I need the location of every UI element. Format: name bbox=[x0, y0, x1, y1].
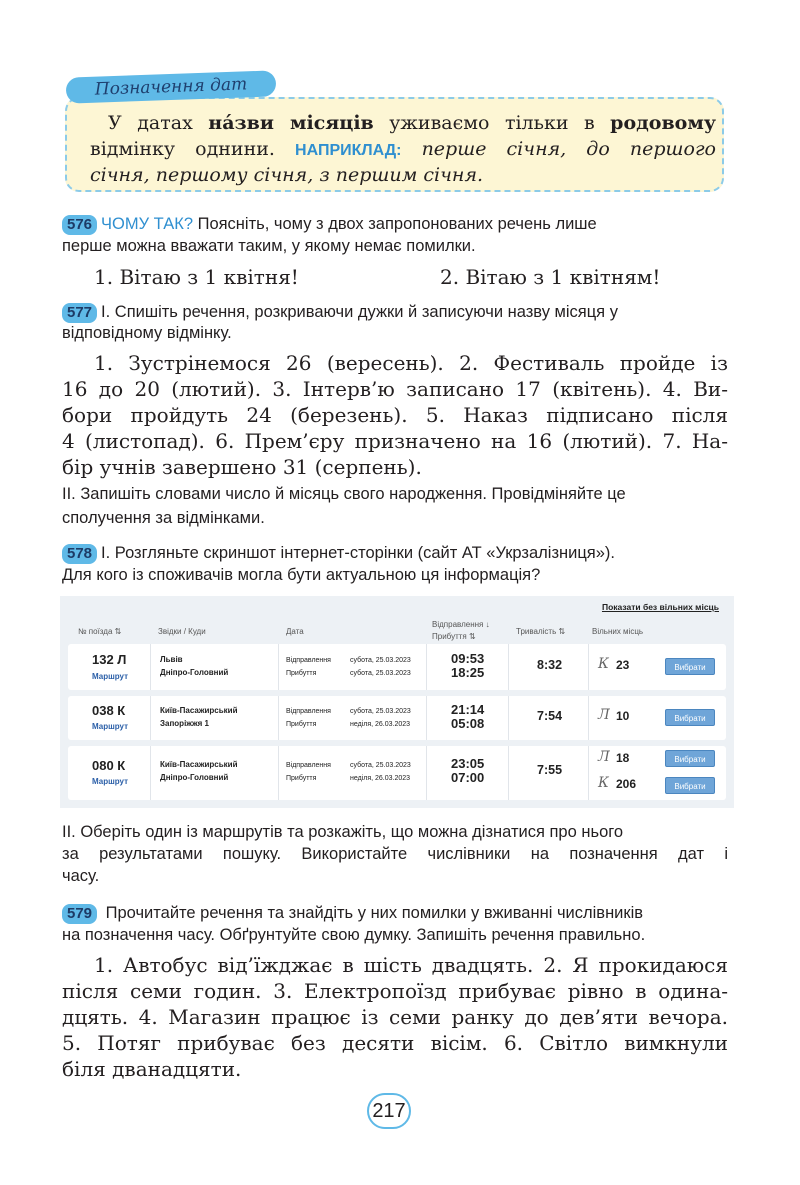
route-link[interactable]: Маршрут bbox=[92, 672, 129, 681]
ex579-sentence-4: 5. Потяг прибуває без десяти вісім. 6. Світло вимкнули bbox=[62, 1031, 728, 1055]
select-button[interactable]: Вибрати bbox=[665, 750, 715, 767]
arrive-label: Прибуття bbox=[286, 670, 317, 677]
ex577-sentence-1: 1. Зустрінемося 26 (вересень). 2. Фестиваль пройде із bbox=[94, 351, 728, 375]
depart-date: субота, 25.03.2023 bbox=[350, 657, 411, 664]
rule-line-2: відмінку однини. НАПРИКЛАД: перше січня, до першого bbox=[90, 138, 716, 160]
depart-date: субота, 25.03.2023 bbox=[350, 762, 411, 769]
ex576-line2: перше можна вважати таким, у якому немає помилки. bbox=[62, 237, 476, 255]
depart-time: 09:53 bbox=[451, 651, 485, 666]
ex577-part2-line2: сполучення за відмінками. bbox=[62, 509, 265, 527]
seat-count: 23 bbox=[616, 658, 630, 672]
train-number: 038 К bbox=[92, 703, 126, 718]
ex578-number: 578 bbox=[62, 544, 97, 564]
show-without-free-seats-link[interactable]: Показати без вільних місць bbox=[601, 602, 719, 612]
header-seats: Вільних місць bbox=[592, 627, 644, 636]
arrive-label: Прибуття bbox=[286, 775, 317, 782]
arrive-date: неділя, 26.03.2023 bbox=[350, 721, 411, 728]
ex576-number: 576 bbox=[62, 215, 97, 235]
select-button[interactable]: Вибрати bbox=[665, 777, 715, 794]
ex577-line2: відповідному відмінку. bbox=[62, 324, 232, 342]
arrive-date: неділя, 26.03.2023 bbox=[350, 775, 411, 782]
ex577-sentence-2: 16 до 20 (лютий). 3. Інтерв’ю записано 17 (квітень). 4. Ви- bbox=[62, 377, 728, 401]
seat-class: Л bbox=[598, 707, 610, 723]
arrive-time: 07:00 bbox=[451, 770, 485, 785]
header-arrive[interactable]: Прибуття ⇅ bbox=[432, 632, 476, 641]
ex577-number: 577 bbox=[62, 303, 97, 323]
depart-label: Відправлення bbox=[286, 657, 331, 664]
ex577-sentence-5: бір учнів завершено 31 (серпень). bbox=[62, 455, 422, 479]
ex578-part2-line2: за результатами пошуку. Використайте числівники на позначення дат і bbox=[62, 845, 728, 863]
depart-label: Відправлення bbox=[286, 762, 331, 769]
ex577-part2-line1: ІІ. Запишіть словами число й місяць свого народження. Провідміняйте це bbox=[62, 485, 626, 503]
duration: 7:54 bbox=[537, 709, 563, 723]
seat-class: К bbox=[598, 775, 609, 791]
to-station: Дніпро-Головний bbox=[160, 668, 229, 677]
ex578-part2-line1: ІІ. Оберіть один із маршрутів та розкажіть, що можна дізнатися про нього bbox=[62, 823, 624, 841]
route-link[interactable]: Маршрут bbox=[92, 777, 129, 786]
header-duration[interactable]: Тривалість ⇅ bbox=[516, 627, 566, 636]
ex576-option-2: 2. Вітаю з 1 квітням! bbox=[440, 265, 661, 289]
seat-class: Л bbox=[598, 749, 610, 765]
ex578-part2-line3: часу. bbox=[62, 867, 100, 885]
ex577-line1: 577 І. Спишіть речення, розкриваючи дужки й записуючи назву місяця у bbox=[62, 302, 618, 323]
ex579-number: 579 bbox=[62, 904, 97, 924]
ex579-sentence-5: біля дванадцяти. bbox=[62, 1057, 242, 1081]
ex579-line2: на позначення часу. Обґрунтуйте свою думку. Запишіть речення правильно. bbox=[62, 926, 646, 944]
duration: 7:55 bbox=[537, 763, 563, 777]
ex579-sentence-3: дцять. 4. Магазин працює із семи ранку до дев’яти вечора. bbox=[62, 1005, 728, 1029]
from-station: Київ-Пасажирський bbox=[160, 706, 238, 715]
seat-class: К bbox=[598, 656, 609, 672]
ex576-line1: 576 ЧОМУ ТАК? Поясніть, чому з двох запропонованих речень лише bbox=[62, 214, 597, 235]
from-station: Львів bbox=[160, 655, 183, 664]
train-number: 132 Л bbox=[92, 652, 127, 667]
train-number: 080 К bbox=[92, 758, 126, 773]
header-date: Дата bbox=[286, 627, 304, 636]
header-depart[interactable]: Відправлення ↓ bbox=[432, 620, 490, 629]
arrive-time: 18:25 bbox=[451, 665, 485, 680]
from-station: Київ-Пасажирський bbox=[160, 760, 238, 769]
duration: 8:32 bbox=[537, 658, 563, 672]
rule-tag-label: Позначення дат bbox=[94, 74, 248, 100]
to-station: Запоріжжя 1 bbox=[160, 719, 209, 728]
arrive-date: субота, 25.03.2023 bbox=[350, 670, 411, 677]
ex577-sentence-4: 4 (листопад). 6. Прем’єру призначено на 16 (лютий). 7. На- bbox=[62, 429, 728, 453]
rule-line-3: січня, першому січня, з першим січня. bbox=[90, 164, 484, 186]
depart-time: 23:05 bbox=[451, 756, 485, 771]
train-row bbox=[68, 696, 726, 740]
train-row bbox=[68, 644, 726, 690]
ex576-option-1: 1. Вітаю з 1 квітня! bbox=[94, 265, 299, 289]
ex579-line1: 579 Прочитайте речення та знайдіть у них помилки у вживанні числівників bbox=[62, 903, 643, 924]
ex578-line2: Для кого із споживачів могла бути актуальною ця інформація? bbox=[62, 566, 541, 584]
seat-count: 10 bbox=[616, 709, 630, 723]
ex579-sentence-1: 1. Автобус від’їжджає в шість двадцять. 2. Я прокидаюся bbox=[94, 953, 728, 977]
depart-time: 21:14 bbox=[451, 702, 485, 717]
ex578-line1: 578 І. Розгляньте скриншот інтернет-сторінки (сайт АТ «Укрзалізниця»). bbox=[62, 543, 615, 564]
select-button[interactable]: Вибрати bbox=[665, 658, 715, 675]
depart-date: субота, 25.03.2023 bbox=[350, 708, 411, 715]
header-train[interactable]: № поїзда ⇅ bbox=[78, 627, 122, 636]
arrive-time: 05:08 bbox=[451, 716, 485, 731]
depart-label: Відправлення bbox=[286, 708, 331, 715]
train-row bbox=[68, 746, 726, 800]
seat-count: 18 bbox=[616, 751, 630, 765]
rule-line-1: У датах на́зви місяців уживаємо тільки в родовому bbox=[108, 112, 716, 134]
select-button[interactable]: Вибрати bbox=[665, 709, 715, 726]
ex577-sentence-3: бори пройдуть 24 (березень). 5. Наказ підписано після bbox=[62, 403, 728, 427]
to-station: Дніпро-Головний bbox=[160, 773, 229, 782]
schedule-screenshot bbox=[60, 596, 734, 808]
arrive-label: Прибуття bbox=[286, 721, 317, 728]
page-number: 217 bbox=[367, 1093, 411, 1129]
route-link[interactable]: Маршрут bbox=[92, 722, 129, 731]
header-from-to: Звідки / Куди bbox=[158, 627, 206, 636]
ex579-sentence-2: після семи годин. 3. Електропоїзд прибуває рівно в одина- bbox=[62, 979, 728, 1003]
seat-count: 206 bbox=[616, 777, 637, 791]
